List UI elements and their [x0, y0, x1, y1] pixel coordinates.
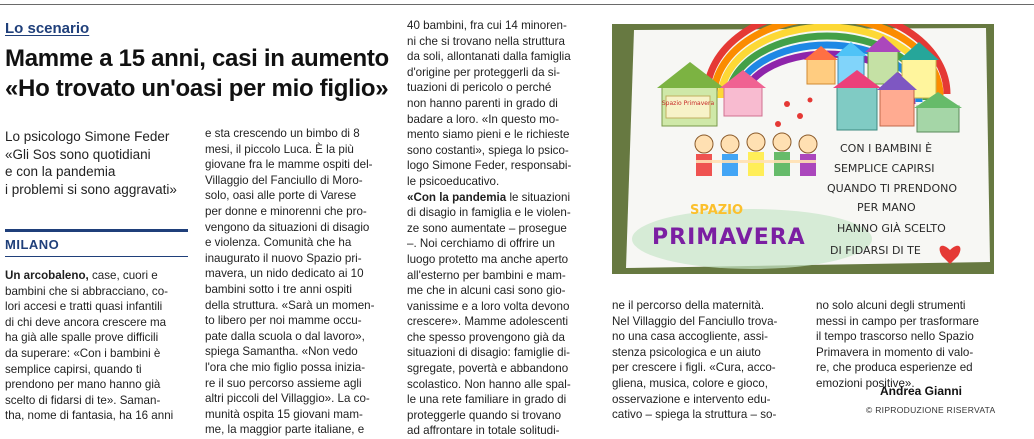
article-column-1	[5, 268, 188, 424]
quote-line: HANNO GIÀ SCELTO	[837, 222, 946, 235]
article-column-3	[407, 18, 595, 439]
drawn-sign-word: Spazio Primavera	[661, 100, 715, 107]
summary-line: «Gli Sos sono quotidiani	[5, 146, 151, 162]
divider	[5, 229, 188, 232]
drawn-title-word: SPAZIO	[690, 203, 744, 218]
headline-line-1: Mamme a 15 anni, casi in aumento	[5, 45, 389, 72]
column-text: 40 bambini, fra cui 14 minoren- ni che si trovano nella struttura da soli, allontanati dalla famiglia d'origine per proteggerli da si- tuazioni di pericolo o perché non hanno parenti in grado di badare a loro. «In questo mo- mento siamo pieni e le richieste sono costanti», spiega lo psico- logo Simone Feder, responsabi- le psicoeducativo.	[407, 19, 572, 188]
article-column-5: no solo alcuni degli strumenti messi in campo per trasformare il tempo trascorso nello Spazio Primavera in momento di valo- re, che produca esperienze ed emozioni positive».	[816, 299, 980, 390]
summary	[5, 128, 195, 198]
article-column-4: ne il percorso della maternità. Nel Villaggio del Fanciullo trova- no una casa accogliente, assi- stenza psicologica e un aiuto per crescere i figli. «Cura, acco- gliena, musica, colore e gioco, osservazione e intervento edu- cativo – spiega la struttura – so-	[612, 299, 778, 422]
byline: Andrea Gianni	[880, 384, 963, 398]
photo-childrens-drawing	[612, 24, 994, 274]
top-rule	[0, 4, 1034, 5]
summary-line: e con la pandemia	[5, 164, 116, 179]
quote-line: SEMPLICE CAPIRSI	[834, 162, 935, 175]
quote-line: QUANDO TI PRENDONO	[827, 182, 958, 195]
quote-line: PER MANO	[857, 201, 916, 214]
lead-in: Un arcobaleno,	[5, 269, 89, 282]
section-tag: Lo scenario	[5, 20, 90, 37]
headline-line-2: «Ho trovato un'oasi per mio figlio»	[5, 75, 389, 102]
column-text: le situazioni di disagio in famiglia e le violen- ze sono aumentate – prosegue –. Noi cerchiamo di offrire un luogo protetto ma anche aperto all'esterno per bambini e mam- me che in alcuni casi sono gio- vanissime e a loro volta devono crescere». Mamme adolescenti che spesso provengono già da situazioni di disagio: famiglie di- sgregate, povertà e abbandono scolastico. Non hanno alle spal- le una rete familiare in grado di proteggerle quando si trovano ad affrontare in totale solitudi-	[407, 190, 571, 438]
column-text: case, cuori e bambini che si abbracciano, co- lori accesi e tratti quasi infantili di chi deve ancora crescere ma ha già alle spalle prove difficili da superare: «Con i bambini è semplice capirsi, quando ti prendono per mano hanno già scelto di fidarsi di te». Saman- tha, nome di fantasia, ha 16 anni	[5, 269, 174, 423]
article-column-2: e sta crescendo un bimbo di 8 mesi, il piccolo Luca. È la più giovane fra le mamme ospiti del- Villaggio del Fanciullo di Moro- solo, oasi alle porte di Varese per donne e minorenni che pro- vengono da situazioni di disagio e violenza. Comunità che ha inaugurato il nuovo Spazio pri- mavera, un nido dedicato ai 10 bambini sotto i tre anni ospiti della struttura. «Sarà un momen- to libero per noi mamme occu- pate dalla scuola o dal lavoro», spiega Samantha. «Non vedo l'ora che mio figlio possa inizia- re il suo percorso assieme agli altri piccoli del Villaggio». La co- munità ospita 15 giovani mam- me, la maggior parte italiane, e	[205, 127, 375, 437]
quote-line: DI FIDARSI DI TE	[830, 244, 921, 257]
divider	[5, 256, 188, 257]
summary-line: i problemi si sono aggravati»	[5, 181, 177, 197]
headline	[5, 44, 405, 104]
summary-line: Lo psicologo Simone Feder	[5, 129, 170, 144]
quote-line: CON I BAMBINI È	[840, 142, 933, 155]
copyright-notice: © RIPRODUZIONE RISERVATA	[866, 405, 996, 415]
lead-in: «Con la pandemia	[407, 190, 507, 204]
drawn-title-word: PRIMAVERA	[652, 225, 806, 250]
dateline-place: MILANO	[5, 237, 60, 252]
